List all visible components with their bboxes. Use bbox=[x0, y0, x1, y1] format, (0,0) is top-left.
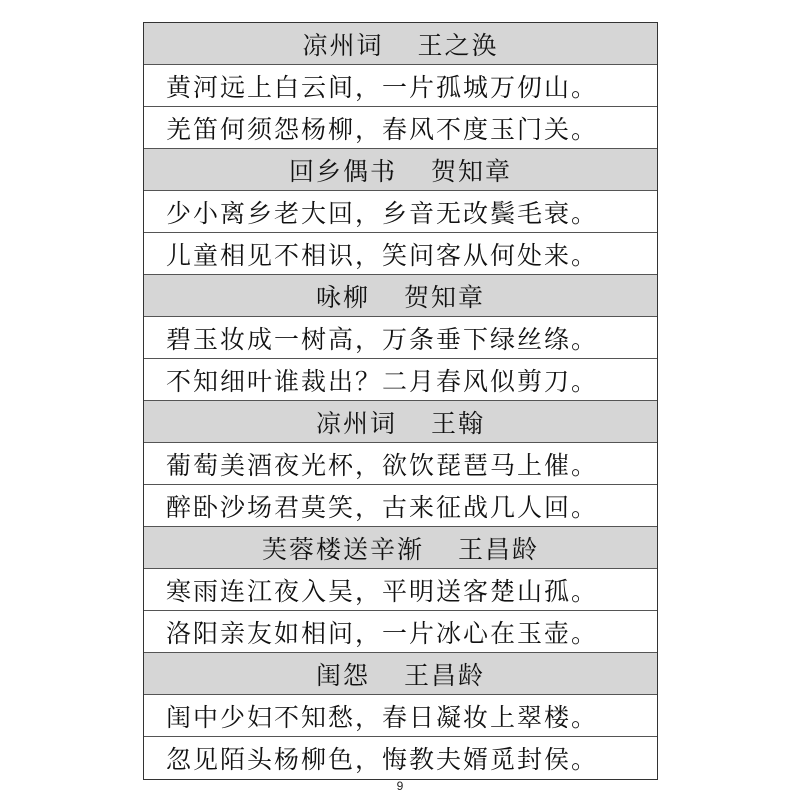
poem-line: 闺中少妇不知愁，春日凝妆上翠楼。 bbox=[144, 695, 657, 737]
poem-line: 羌笛何须怨杨柳，春风不度玉门关。 bbox=[144, 107, 657, 149]
page-number: 9 bbox=[396, 779, 404, 793]
poem-sheet bbox=[143, 22, 658, 780]
poem-line: 寒雨连江夜入吴，平明送客楚山孤。 bbox=[144, 569, 657, 611]
poem-line: 儿童相见不相识，笑问客从何处来。 bbox=[144, 233, 657, 275]
poem-title-row bbox=[144, 401, 657, 443]
poem-line: 葡萄美酒夜光杯，欲饮琵琶马上催。 bbox=[144, 443, 657, 485]
poem-line: 洛阳亲友如相问，一片冰心在玉壶。 bbox=[144, 611, 657, 653]
poem-author: 王之涣 bbox=[417, 30, 499, 60]
poem-author: 贺知章 bbox=[431, 156, 513, 186]
poem-title: 芙蓉楼送辛渐 bbox=[261, 534, 424, 564]
poem-title: 回乡偶书 bbox=[288, 156, 397, 186]
poem-title: 咏柳 bbox=[315, 282, 370, 312]
poem-title: 闺怨 bbox=[315, 660, 370, 690]
poem-author: 贺知章 bbox=[404, 282, 486, 312]
poem-title: 凉州词 bbox=[302, 30, 384, 60]
poem-line: 少小离乡老大回，乡音无改鬓毛衰。 bbox=[144, 191, 657, 233]
poem-title-row bbox=[144, 275, 657, 317]
poem-author: 王翰 bbox=[431, 408, 486, 438]
poem-line: 黄河远上白云间，一片孤城万仞山。 bbox=[144, 65, 657, 107]
poem-line: 忽见陌头杨柳色，悔教夫婿觅封侯。 bbox=[144, 737, 657, 779]
poem-line: 不知细叶谁裁出？二月春风似剪刀。 bbox=[144, 359, 657, 401]
poem-title-row bbox=[144, 149, 657, 191]
poem-title: 凉州词 bbox=[315, 408, 397, 438]
poem-title-row bbox=[144, 23, 657, 65]
poem-line: 碧玉妆成一树高，万条垂下绿丝绦。 bbox=[144, 317, 657, 359]
poem-line: 醉卧沙场君莫笑，古来征战几人回。 bbox=[144, 485, 657, 527]
poem-author: 王昌龄 bbox=[404, 660, 486, 690]
poem-title-row bbox=[144, 527, 657, 569]
poem-title-row bbox=[144, 653, 657, 695]
poem-author: 王昌龄 bbox=[458, 534, 540, 564]
